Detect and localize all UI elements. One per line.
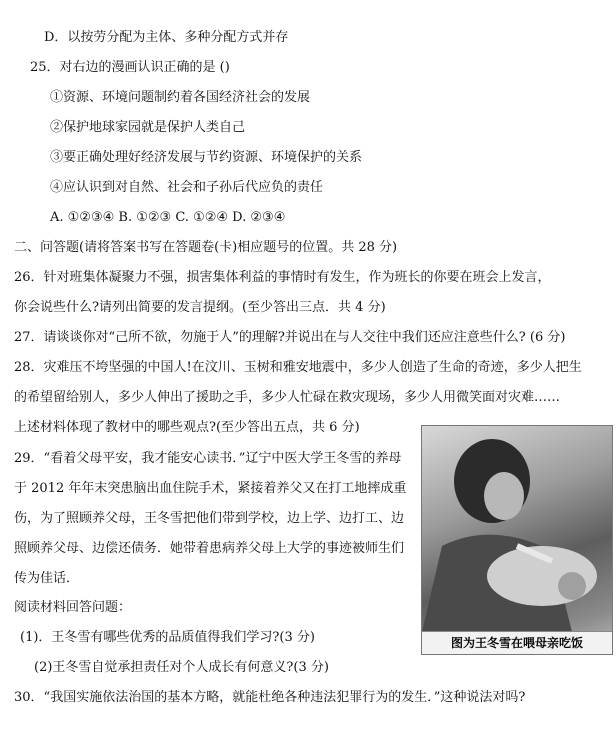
statement-1: ①资源、环境问题制约着各国经济社会的发展: [50, 90, 311, 105]
statement-2: ②保护地球家园就是保护人类自己: [50, 120, 246, 135]
question-29-line5: 传为佳话．: [14, 571, 80, 586]
question-29-line1: 29．“看着父母平安，我才能安心读书．”辽宁中医大学王冬雪的养母: [14, 451, 402, 466]
question-27: 27．请谈谈你对“己所不欲，勿施于人”的理解?并说出在与人交往中我们还应注意些什么? (6 分): [14, 330, 566, 345]
news-photo: [421, 425, 613, 655]
sub-question-1: (1)．王冬雪有哪些优秀的品质值得我们学习?(3 分): [20, 630, 315, 645]
option-d: D．以按劳分配为主体、多种分配方式并存: [44, 30, 289, 45]
question-26-line2: 你会说些什么?请列出简要的发言提纲。(至少答出三点．共 4 分): [14, 300, 386, 315]
question-28-line2: 的希望留给别人，多少人伸出了援助之手，多少人忙碌在救灾现场，多少人用微笑面对灾难……: [14, 390, 561, 405]
question-25: 25．对右边的漫画认识正确的是 (): [30, 60, 230, 75]
question-26-line1: 26．针对班集体凝聚力不强，损害集体利益的事情时有发生，作为班长的你要在班会上发言，: [14, 270, 551, 285]
statement-3: ③要正确处理好经济发展与节约资源、环境保护的关系: [50, 150, 363, 165]
photo-illustration: [422, 426, 612, 632]
reading-prompt: 阅读材料回答问题：: [14, 600, 132, 615]
question-29-line4: 照顾养父母、边偿还债务．她带着患病养父母上大学的事迹被师生们: [14, 541, 405, 556]
answer-options: A. ①②③④ B. ①②③ C. ①②④ D. ②③④: [50, 210, 286, 225]
photo-caption: 图为王冬雪在喂母亲吃饭: [422, 631, 612, 654]
question-29-line2: 于 2012 年年末突患脑出血住院手术，紧接着养父又在打工地摔成重: [14, 481, 407, 496]
sub-question-2: (2)王冬雪自觉承担责任对个人成长有何意义?(3 分): [34, 660, 329, 675]
question-28-line3: 上述材料体现了教材中的哪些观点?(至少答出五点，共 6 分): [14, 420, 360, 435]
question-30: 30．“我国实施依法治国的基本方略，就能杜绝各种违法犯罪行为的发生．”这种说法对吗?: [14, 690, 526, 705]
statement-4: ④应认识到对自然、社会和子孙后代应负的责任: [50, 180, 324, 195]
section-heading: 二、问答题(请将答案书写在答题卷(卡)相应题号的位置。共 28 分): [14, 240, 398, 255]
question-28-line1: 28．灾难压不垮坚强的中国人!在汶川、玉树和雅安地震中，多少人创造了生命的奇迹，多少人把生: [14, 360, 582, 375]
question-29-line3: 伤，为了照顾养父母，王冬雪把他们带到学校，边上学、边打工、边: [14, 511, 405, 526]
